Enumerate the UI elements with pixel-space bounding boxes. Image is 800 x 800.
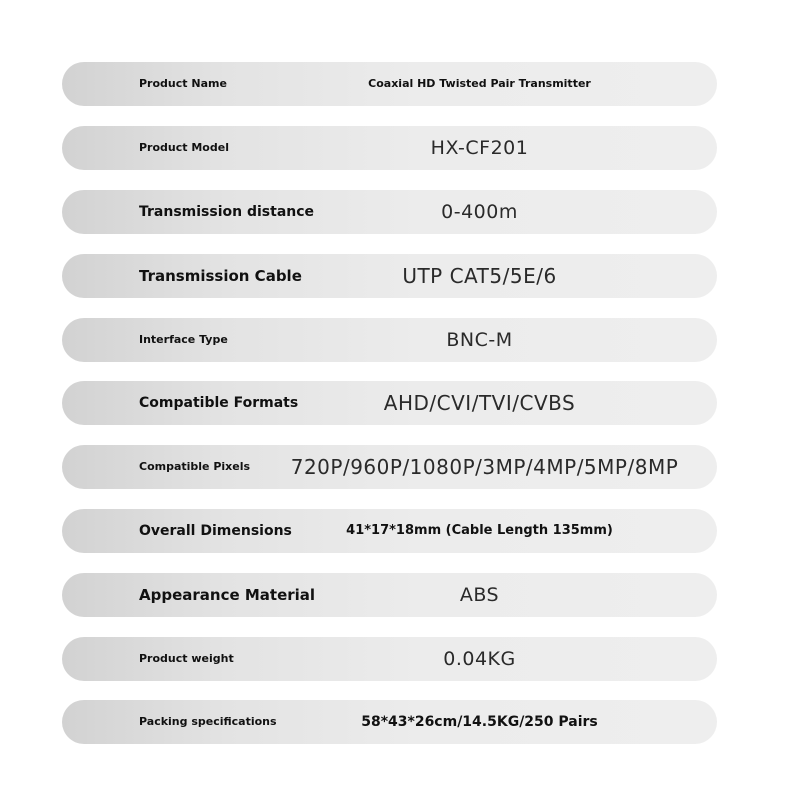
- spec-row-interface-type: [62, 318, 717, 362]
- spec-value: UTP CAT5/5E/6: [402, 264, 557, 288]
- spec-row-product-name: [62, 62, 717, 106]
- spec-value: AHD/CVI/TVI/CVBS: [383, 391, 576, 415]
- spec-value: 0.04KG: [443, 648, 516, 670]
- spec-label: Overall Dimensions: [139, 523, 292, 539]
- spec-row-packing-specifications: [62, 700, 717, 744]
- spec-value: BNC-M: [446, 329, 513, 351]
- spec-value: 58*43*26cm/14.5KG/250 Pairs: [361, 714, 598, 730]
- spec-row-transmission-distance: [62, 190, 717, 234]
- spec-row-overall-dimensions: [62, 509, 717, 553]
- spec-row-compatible-formats: [62, 381, 717, 425]
- spec-row-compatible-pixels: [62, 445, 717, 489]
- spec-value: 41*17*18mm (Cable Length 135mm): [346, 523, 613, 538]
- spec-label: Compatible Formats: [139, 395, 299, 411]
- spec-row-product-model: [62, 126, 717, 170]
- spec-label: Product Model: [139, 141, 229, 154]
- spec-label: Interface Type: [139, 333, 228, 346]
- spec-value: 0-400m: [441, 201, 518, 223]
- spec-value: Coaxial HD Twisted Pair Transmitter: [368, 77, 591, 90]
- spec-row-product-weight: [62, 637, 717, 681]
- spec-row-transmission-cable: [62, 254, 717, 298]
- spec-value: 720P/960P/1080P/3MP/4MP/5MP/8MP: [290, 455, 679, 479]
- spec-row-appearance-material: [62, 573, 717, 617]
- spec-label: Transmission distance: [139, 204, 315, 220]
- spec-label: Product Name: [139, 77, 227, 90]
- spec-label: Appearance Material: [139, 586, 316, 604]
- spec-label: Product weight: [139, 652, 234, 665]
- spec-label: Transmission Cable: [139, 267, 302, 285]
- spec-value: HX-CF201: [430, 137, 529, 159]
- spec-value: ABS: [459, 584, 500, 606]
- spec-label: Compatible Pixels: [139, 460, 251, 473]
- spec-label: Packing specifications: [139, 715, 277, 728]
